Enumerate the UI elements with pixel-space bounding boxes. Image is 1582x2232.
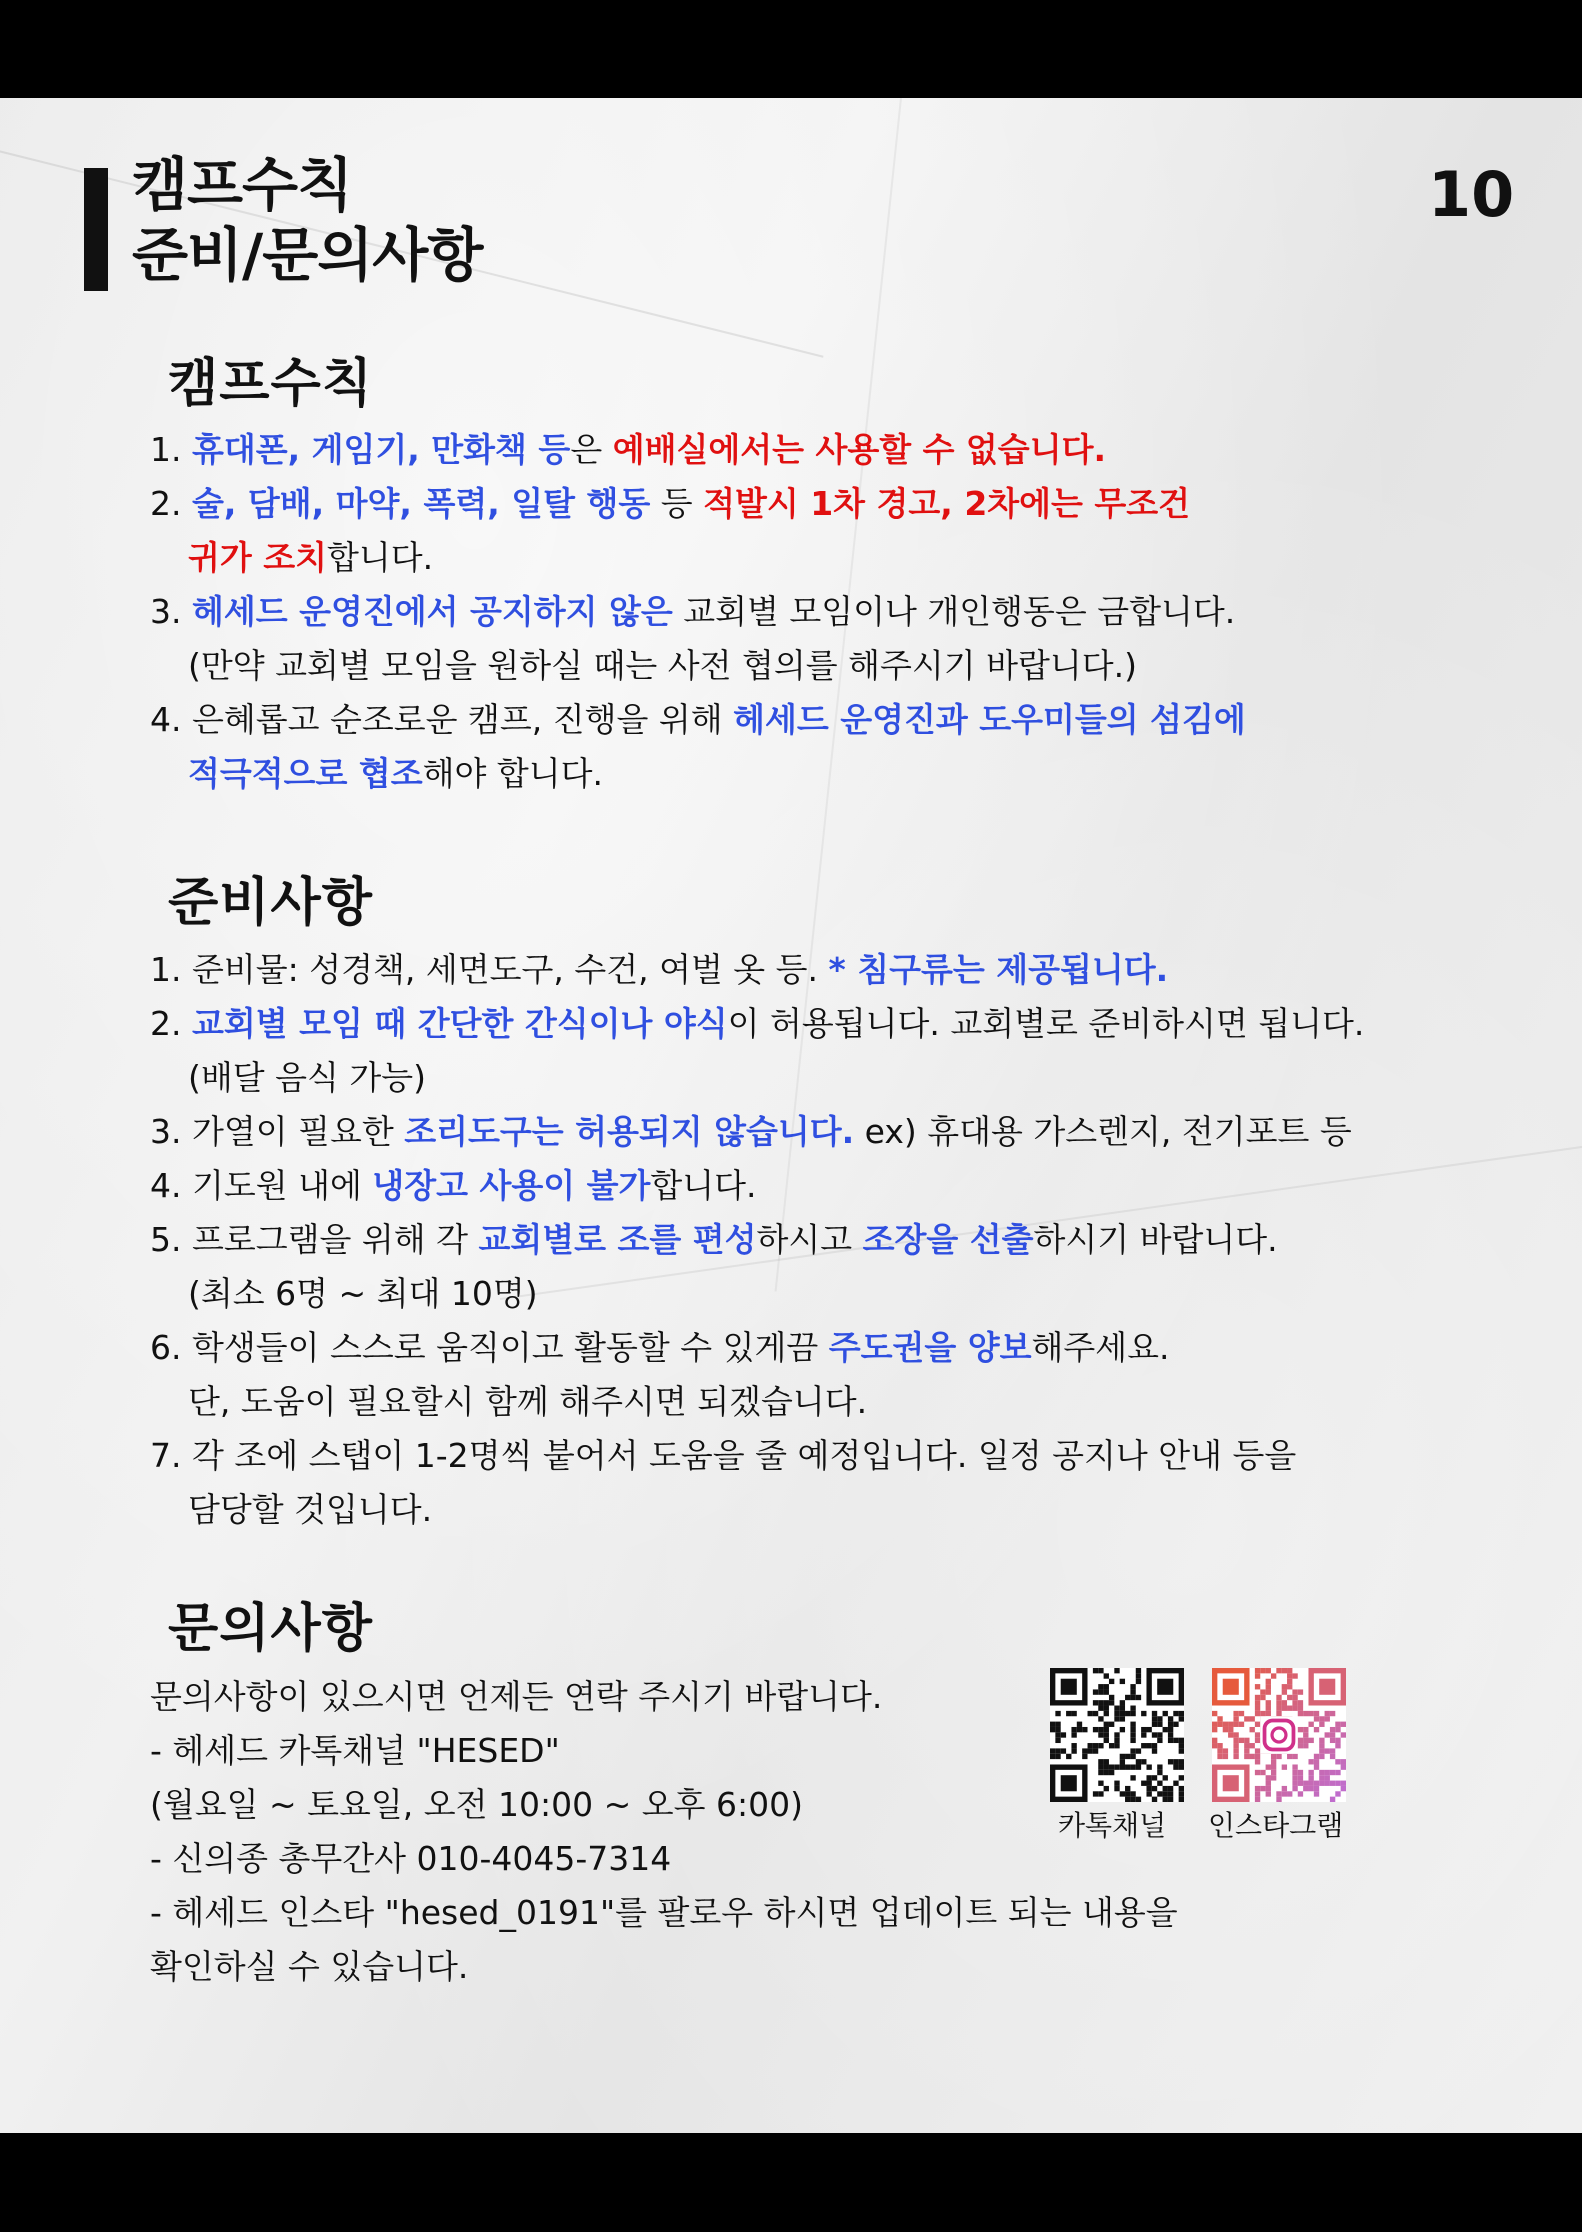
section-heading-rules: 캠프수칙 (168, 354, 373, 414)
list-item (150, 1213, 1364, 1267)
list-item (150, 1321, 1364, 1375)
highlight-text-blue: 주도권을 양보 (828, 1328, 1032, 1367)
instagram-qr-label: 인스타그램 (1208, 1809, 1344, 1842)
list-item-text: (최소 6명 ~ 최대 10명) (188, 1274, 538, 1313)
page-title (132, 150, 482, 290)
list-item (150, 477, 1246, 531)
list-item-text: 합니다. (650, 1166, 757, 1205)
list-item-text: 합니다. (327, 538, 434, 577)
highlight-text-blue: 헤세드 운영진과 도우미들의 섬김에 (733, 700, 1246, 739)
list-item-text: 이 허용됩니다. 교회별로 준비하시면 됩니다. (727, 1004, 1365, 1043)
contact-line: 문의사항이 있으시면 언제든 연락 주시기 바랍니다. (150, 1677, 883, 1716)
list-item-text: (배달 음식 가능) (188, 1058, 426, 1097)
list-item-text: 단, 도움이 필요할시 함께 해주시면 되겠습니다. (188, 1382, 868, 1421)
list-item (150, 1375, 1364, 1429)
contact-line: (월요일 ~ 토요일, 오전 10:00 ~ 오후 6:00) (150, 1785, 803, 1824)
list-item-text: 하시고 (756, 1220, 863, 1259)
highlight-text-red: 귀가 조치 (188, 538, 328, 577)
list-item (150, 1159, 1364, 1213)
list-item-text: 은혜롭고 순조로운 캠프, 진행을 위해 (191, 700, 734, 739)
list-item-text: 각 조에 스탭이 1-2명씩 붙어서 도움을 줄 예정입니다. 일정 공지나 안내 등을 (191, 1436, 1297, 1475)
list-item-text: 해주세요. (1031, 1328, 1170, 1367)
title-accent-bar (84, 168, 108, 291)
list-item (150, 1429, 1364, 1483)
list-item-text: 해야 합니다. (422, 754, 604, 793)
list-item-text: 등 (650, 484, 704, 523)
list-item-number: 3. (150, 1112, 192, 1151)
list-item (150, 1483, 1364, 1537)
highlight-text-red: 예배실에서는 사용할 수 없습니다. (612, 430, 1106, 469)
list-item-number: 5. (150, 1220, 192, 1259)
list-item (150, 585, 1246, 639)
list-item-number: 2. (150, 484, 192, 523)
list-item (150, 639, 1246, 693)
list-item-text: 프로그램을 위해 각 (191, 1220, 479, 1259)
rules-list (150, 423, 1246, 801)
contact-line: 확인하실 수 있습니다. (150, 1947, 469, 1986)
list-item-number: 7. (150, 1436, 192, 1475)
list-item-text: 준비물: 성경책, 세면도구, 수건, 여벌 옷 등. (191, 950, 829, 989)
contact-line: - 신의종 총무간사 010-4045-7314 (150, 1839, 672, 1878)
list-item-number: 4. (150, 1166, 192, 1205)
list-item-number: 3. (150, 592, 192, 631)
list-item-number: 2. (150, 1004, 192, 1043)
contact-list (150, 1670, 1178, 1994)
list-item-number: 1. (150, 430, 192, 469)
contact-line: - 헤세드 카톡채널 "HESED" (150, 1731, 560, 1770)
list-item-number: 1. (150, 950, 192, 989)
list-item (150, 747, 1246, 801)
kakao-qr-label: 카톡채널 (1058, 1809, 1167, 1842)
prep-list (150, 943, 1364, 1537)
highlight-text-blue: 조리도구는 허용되지 않습니다. (404, 1112, 855, 1151)
highlight-text-blue: 조장을 선출 (862, 1220, 1034, 1259)
section-heading-prep: 준비사항 (168, 873, 373, 933)
list-item (150, 423, 1246, 477)
paper-page (0, 98, 1582, 2133)
list-item (150, 531, 1246, 585)
list-item-text: 담당할 것입니다. (188, 1490, 433, 1529)
list-item-number: 6. (150, 1328, 192, 1367)
page-title-line1: 캠프수칙 (132, 151, 353, 219)
contact-line: - 헤세드 인스타 "hesed_0191"를 팔로우 하시면 업데이트 되는 내용을 (150, 1893, 1178, 1932)
bottom-black-bar (0, 2133, 1582, 2232)
highlight-text-red: 적발시 1차 경고, 2차에는 무조건 (703, 484, 1191, 523)
list-item (150, 1051, 1364, 1105)
highlight-text-blue: 휴대폰, 게임기, 만화책 등 (191, 430, 571, 469)
highlight-text-blue: 적극적으로 협조 (188, 754, 423, 793)
list-item-text: (만약 교회별 모임을 원하실 때는 사전 협의를 해주시기 바랍니다.) (188, 646, 1137, 685)
list-item-text: 기도원 내에 (191, 1166, 373, 1205)
list-item (150, 943, 1364, 997)
list-item-text: 학생들이 스스로 움직이고 활동할 수 있게끔 (191, 1328, 829, 1367)
list-item (150, 997, 1364, 1051)
page-number: 10 (1428, 158, 1515, 231)
instagram-qr-code-icon[interactable] (1212, 1668, 1346, 1802)
list-item-text: 가열이 필요한 (191, 1112, 405, 1151)
list-item-text: ex) 휴대용 가스렌지, 전기포트 등 (854, 1112, 1352, 1151)
list-item-text: 하시기 바랍니다. (1033, 1220, 1278, 1259)
list-item-number: 4. (150, 700, 192, 739)
highlight-text-blue: * 침구류는 제공됩니다. (828, 950, 1169, 989)
section-heading-contact: 문의사항 (168, 1599, 373, 1659)
highlight-text-blue: 교회별 모임 때 간단한 간식이나 야식 (191, 1004, 728, 1043)
kakao-qr-code-icon[interactable] (1050, 1668, 1184, 1802)
list-item (150, 693, 1246, 747)
highlight-text-blue: 냉장고 사용이 불가 (372, 1166, 651, 1205)
highlight-text-blue: 헤세드 운영진에서 공지하지 않은 (191, 592, 673, 631)
page-title-line2: 준비/문의사항 (132, 221, 483, 289)
top-black-bar (0, 0, 1582, 98)
list-item (150, 1267, 1364, 1321)
list-item-text: 교회별 모임이나 개인행동은 금합니다. (672, 592, 1236, 631)
list-item-text: 은 (570, 430, 613, 469)
highlight-text-blue: 술, 담배, 마약, 폭력, 일탈 행동 (191, 484, 651, 523)
highlight-text-blue: 교회별로 조를 편성 (478, 1220, 757, 1259)
list-item (150, 1105, 1364, 1159)
